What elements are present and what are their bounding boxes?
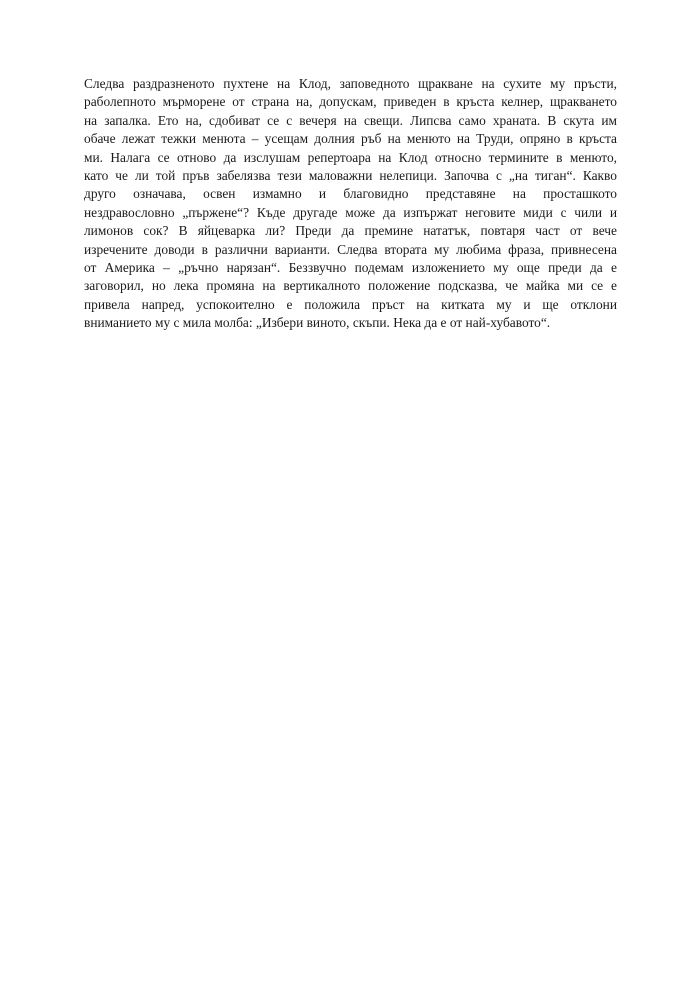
paragraph-line: обаче лежат тежки менюта – усещам долния ръб на менюто на Труди, опряно в кръста [84, 131, 617, 147]
paragraph-line: вниманието му с мила молба: „Избери виното, скъпи. Нека да е от най-хубавото“. [84, 315, 551, 331]
paragraph-line: изречените доводи в различни варианти. Следва втората му любима фраза, привнесена [84, 241, 617, 257]
paragraph-line: заговорил, но лека промяна на вертикалното положение подсказва, че майка ми се е [84, 278, 617, 294]
body-paragraph [84, 75, 617, 333]
paragraph-line: на запалка. Ето на, сдобиват се с вечеря на свещи. Липсва само храната. В скута им [84, 112, 617, 128]
paragraph-line: ми. Налага се отново да изслушам репертоара на Клод относно термините в менюто, [84, 149, 617, 165]
paragraph-line: лимонов сок? В яйцеварка ли? Преди да премине нататък, повтаря част от вече [84, 223, 617, 239]
paragraph-line: привела напред, успокоително е положила пръст на китката му и ще отклони [84, 296, 617, 312]
paragraph-line: нездравословно „пържене“? Къде другаде може да изпържат неговите миди с чили и [84, 204, 617, 220]
paragraph-line: друго означава, освен измамно и благовидно представяне на просташкото [84, 186, 617, 202]
paragraph-line: Следва раздразненото пухтене на Клод, заповедното щракване на сухите му пръсти, [84, 76, 617, 91]
paragraph-line: като че ли той пръв забелязва тези маловажни нелепици. Започва с „на тиган“. Какво [84, 168, 617, 184]
paragraph-line: от Америка – „ръчно нарязан“. Беззвучно подемам изложението му още преди да е [84, 260, 617, 276]
paragraph-line: раболепното мърморене от страна на, допускам, приведен в кръста келнер, щракването [84, 94, 617, 110]
